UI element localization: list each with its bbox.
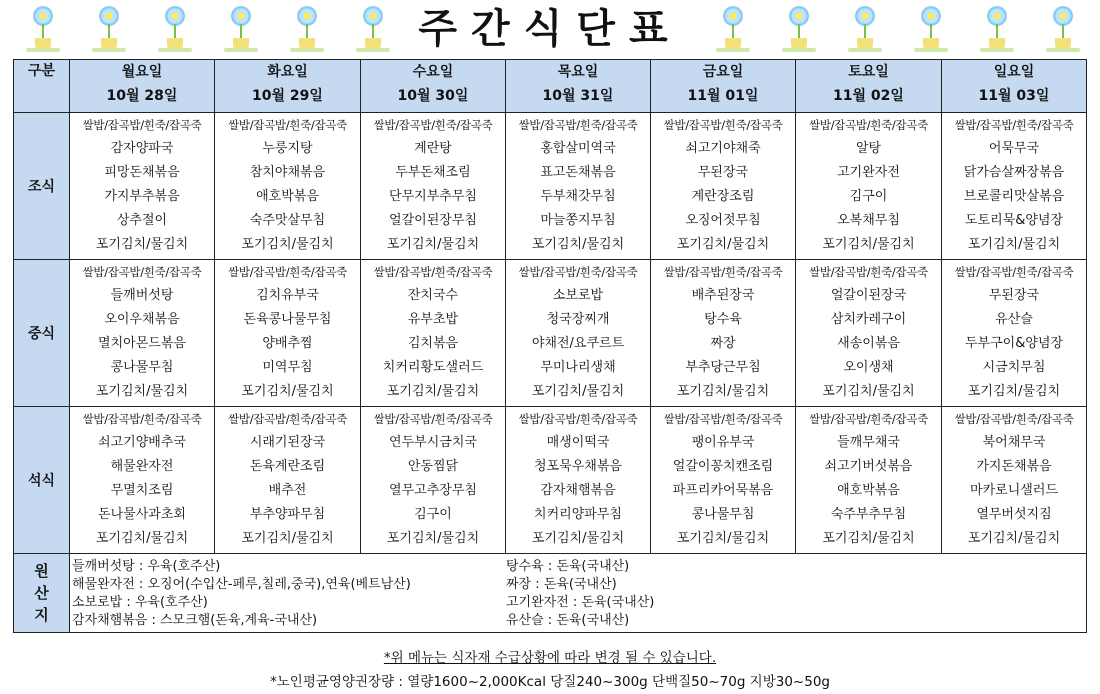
menu-item: 탕수육 xyxy=(704,312,742,327)
day-header-sun xyxy=(942,60,1087,113)
menu-item: 쌀밥/잡곡밥/흰죽/잡곡죽 xyxy=(518,118,638,132)
menu-cell-tue xyxy=(215,260,361,407)
weekly-menu-table xyxy=(13,59,1087,633)
page-title: 주간식단표 xyxy=(418,6,682,52)
menu-item: 쌀밥/잡곡밥/흰죽/잡곡죽 xyxy=(228,412,347,426)
menu-item: 유산슬 xyxy=(995,312,1033,327)
flower-pot-icon xyxy=(96,6,122,52)
day-name: 화요일 xyxy=(267,64,308,80)
menu-item: 쌀밥/잡곡밥/흰죽/잡곡죽 xyxy=(663,118,783,132)
menu-item: 애호박볶음 xyxy=(837,483,900,498)
menu-item: 계란장조림 xyxy=(691,189,755,204)
menu-item: 오이생채 xyxy=(843,360,894,375)
menu-item: 쇠고기양배추국 xyxy=(98,435,186,450)
origin-item: 유산슬 : 돈육(국내산) xyxy=(506,613,630,628)
menu-cell-sun xyxy=(942,113,1087,260)
menu-cell-sat xyxy=(796,407,942,554)
menu-item: 매생이떡국 xyxy=(546,435,610,450)
menu-item: 포기김치/물김치 xyxy=(967,384,1061,399)
menu-item: 포기김치/물김치 xyxy=(967,237,1061,252)
flower-pot-icon xyxy=(1050,6,1076,52)
page-header xyxy=(0,0,1100,58)
menu-item: 누룽지탕 xyxy=(262,141,313,156)
menu-cell-sat xyxy=(796,260,942,407)
menu-item: 쌀밥/잡곡밥/흰죽/잡곡죽 xyxy=(663,265,783,279)
menu-item: 배추전 xyxy=(268,483,307,498)
origin-item: 감자채햄볶음 : 스모크햄(돈육,계육-국내산) xyxy=(72,613,318,628)
meal-row xyxy=(14,260,1087,407)
day-date: 11월 01일 xyxy=(687,88,759,104)
menu-item: 포기김치/물김치 xyxy=(95,237,189,252)
meal-rows xyxy=(14,113,1087,554)
menu-item: 참치야채볶음 xyxy=(249,165,326,180)
flower-pot-icon xyxy=(918,6,944,52)
menu-item: 쌀밥/잡곡밥/흰죽/잡곡죽 xyxy=(518,265,638,279)
flower-pot-icon xyxy=(30,6,56,52)
menu-item: 청포묵우채볶음 xyxy=(534,459,622,474)
origin-item: 탕수육 : 돈육(국내산) xyxy=(506,559,630,574)
menu-item: 배추된장국 xyxy=(691,288,755,303)
menu-item: 단무지부추무침 xyxy=(389,189,477,204)
menu-item: 잔치국수 xyxy=(407,288,459,303)
menu-item: 들깨무채국 xyxy=(837,435,900,450)
menu-cell-tue xyxy=(215,113,361,260)
meal-row xyxy=(14,113,1087,260)
menu-item: 무멸치조림 xyxy=(110,483,174,498)
menu-item: 쌀밥/잡곡밥/흰죽/잡곡죽 xyxy=(954,265,1074,279)
meal-label: 조식 xyxy=(14,113,70,260)
menu-cell-fri xyxy=(651,113,796,260)
menu-item: 미역무침 xyxy=(262,360,313,375)
menu-item: 부추양파무침 xyxy=(249,507,326,522)
menu-item: 양배추찜 xyxy=(262,336,313,351)
menu-item: 쌀밥/잡곡밥/흰죽/잡곡죽 xyxy=(663,412,783,426)
day-name: 일요일 xyxy=(993,64,1035,80)
menu-item: 쌀밥/잡곡밥/흰죽/잡곡죽 xyxy=(228,265,347,279)
flower-pot-icon xyxy=(984,6,1010,52)
origin-info xyxy=(70,554,1087,633)
menu-item: 북어채무국 xyxy=(982,435,1046,450)
menu-item: 얼갈이된장국 xyxy=(830,288,907,303)
menu-item: 포기김치/물김치 xyxy=(676,531,770,546)
menu-item: 열무고추장무침 xyxy=(389,483,477,498)
menu-item: 포기김치/물김치 xyxy=(676,384,770,399)
meal-label: 석식 xyxy=(14,407,70,554)
menu-item: 숙주부추무침 xyxy=(830,507,907,522)
menu-item: 쌀밥/잡곡밥/흰죽/잡곡죽 xyxy=(373,265,493,279)
menu-cell-thu xyxy=(506,260,651,407)
flower-pot-icon xyxy=(228,6,254,52)
category-header: 구분 xyxy=(14,60,70,113)
menu-item: 쌀밥/잡곡밥/흰죽/잡곡죽 xyxy=(809,118,928,132)
menu-item: 쌀밥/잡곡밥/흰죽/잡곡죽 xyxy=(954,412,1074,426)
menu-item: 시래기된장국 xyxy=(249,435,326,450)
flower-pot-icon xyxy=(162,6,188,52)
day-name: 목요일 xyxy=(557,64,599,80)
menu-item: 쌀밥/잡곡밥/흰죽/잡곡죽 xyxy=(518,412,638,426)
menu-cell-wed xyxy=(361,260,506,407)
menu-item: 연두부시금치국 xyxy=(389,435,477,450)
menu-item: 포기김치/물김치 xyxy=(241,237,334,252)
origin-label xyxy=(14,554,70,633)
menu-item: 쌀밥/잡곡밥/흰죽/잡곡죽 xyxy=(373,118,493,132)
menu-item: 콩나물무침 xyxy=(110,360,174,375)
origin-item: 들깨버섯탕 : 우육(호주산) xyxy=(72,559,221,574)
origin-right-list xyxy=(506,558,654,630)
menu-item: 쇠고기버섯볶음 xyxy=(824,459,913,474)
day-date: 11월 03일 xyxy=(978,88,1050,104)
menu-item: 새송이볶음 xyxy=(837,336,900,351)
day-name: 수요일 xyxy=(412,64,454,80)
menu-item: 쌀밥/잡곡밥/흰죽/잡곡죽 xyxy=(954,118,1074,132)
menu-item: 포기김치/물김치 xyxy=(967,531,1061,546)
menu-item: 알탕 xyxy=(855,141,882,156)
menu-item: 열무버섯지짐 xyxy=(976,507,1052,522)
menu-item: 들깨버섯탕 xyxy=(110,288,174,303)
day-header-thu xyxy=(506,60,651,113)
menu-item: 돈육계란조림 xyxy=(249,459,326,474)
menu-item: 치커리양파무침 xyxy=(534,507,622,522)
day-header-sat xyxy=(796,60,942,113)
day-header-fri xyxy=(651,60,796,113)
day-name: 토요일 xyxy=(848,64,889,80)
menu-item: 가지돈채볶음 xyxy=(976,459,1052,474)
meal-row xyxy=(14,407,1087,554)
menu-item: 두부돈채조림 xyxy=(395,165,471,180)
menu-item: 도토리묵&양념장 xyxy=(964,213,1064,228)
menu-item: 포기김치/물김치 xyxy=(95,531,189,546)
menu-item: 포기김치/물김치 xyxy=(95,384,189,399)
menu-cell-thu xyxy=(506,407,651,554)
menu-item: 포기김치/물김치 xyxy=(676,237,770,252)
menu-item: 무된장국 xyxy=(697,165,749,180)
flower-pot-icon xyxy=(720,6,746,52)
origin-item: 소보로밥 : 우육(호주산) xyxy=(72,595,208,610)
menu-item: 무미나리생채 xyxy=(540,360,616,375)
menu-item: 돈육콩나물무침 xyxy=(243,312,332,327)
day-date: 10월 30일 xyxy=(397,88,469,104)
menu-item: 안동찜닭 xyxy=(407,459,459,474)
menu-item: 삼치카레구이 xyxy=(830,312,907,327)
menu-cell-mon xyxy=(70,407,215,554)
flower-pot-icon xyxy=(294,6,320,52)
flower-pot-icon xyxy=(786,6,812,52)
menu-item: 돈나물사과초회 xyxy=(98,507,186,522)
meal-label: 중식 xyxy=(14,260,70,407)
day-date: 10월 28일 xyxy=(106,88,178,104)
flower-pot-icon xyxy=(852,6,878,52)
menu-item: 포기김치/물김치 xyxy=(386,237,480,252)
menu-item: 포기김치/물김치 xyxy=(386,384,480,399)
menu-item: 쌀밥/잡곡밥/흰죽/잡곡죽 xyxy=(82,265,202,279)
menu-item: 마카로니샐러드 xyxy=(970,483,1058,498)
menu-item: 무된장국 xyxy=(988,288,1040,303)
menu-item: 쌀밥/잡곡밥/흰죽/잡곡죽 xyxy=(82,118,202,132)
menu-item: 짜장 xyxy=(710,336,736,351)
menu-item: 어묵무국 xyxy=(988,141,1040,156)
menu-item: 포기김치/물김치 xyxy=(241,384,334,399)
menu-item: 쌀밥/잡곡밥/흰죽/잡곡죽 xyxy=(228,118,347,132)
day-header-tue xyxy=(215,60,361,113)
nutrition-notice: *노인평균영양권장량 : 열량1600~2,000Kcal 당질240~300g 단백질50~70g 지방30~50g xyxy=(270,674,830,690)
menu-item: 김구이 xyxy=(414,507,452,522)
menu-item: 포기김치/물김치 xyxy=(241,531,334,546)
day-name: 금요일 xyxy=(702,64,744,80)
menu-item: 쌀밥/잡곡밥/흰죽/잡곡죽 xyxy=(373,412,493,426)
menu-item: 김치볶음 xyxy=(407,336,459,351)
menu-item: 얼갈이된장무침 xyxy=(389,213,477,228)
menu-item: 야채전/요쿠르트 xyxy=(531,336,625,351)
menu-item: 팽이유부국 xyxy=(691,435,755,450)
menu-item: 계란탕 xyxy=(414,141,452,156)
menu-item: 포기김치/물김치 xyxy=(531,531,625,546)
change-notice-text: *위 메뉴는 식자재 수급상황에 따라 변경 될 수 있습니다. xyxy=(383,650,717,666)
origin-item: 고기완자전 : 돈육(국내산) xyxy=(506,595,655,610)
menu-item: 치커리황도샐러드 xyxy=(382,360,484,375)
day-header-mon xyxy=(70,60,215,113)
menu-cell-sat xyxy=(796,113,942,260)
origin-item: 해물완자전 : 오징어(수입산-페루,칠레,중국),연육(베트남산) xyxy=(72,577,411,592)
menu-item: 쇠고기야채죽 xyxy=(685,141,761,156)
origin-item: 짜장 : 돈육(국내산) xyxy=(506,577,617,592)
menu-cell-mon xyxy=(70,260,215,407)
day-date: 10월 31일 xyxy=(542,88,614,104)
day-date: 11월 02일 xyxy=(833,88,904,104)
menu-cell-sun xyxy=(942,260,1087,407)
menu-item: 얼갈이꽁치캔조림 xyxy=(672,459,774,474)
menu-cell-tue xyxy=(215,407,361,554)
menu-item: 부추당근무침 xyxy=(685,360,761,375)
origin-label-char: 원산지 xyxy=(34,562,49,624)
menu-item: 포기김치/물김치 xyxy=(822,531,915,546)
menu-item: 가지부추볶음 xyxy=(104,189,180,204)
change-notice xyxy=(0,646,1100,666)
menu-item: 포기김치/물김치 xyxy=(386,531,480,546)
menu-item: 시금치무침 xyxy=(982,360,1046,375)
menu-item: 애호박볶음 xyxy=(256,189,319,204)
menu-item: 두부채갓무침 xyxy=(540,189,616,204)
menu-item: 포기김치/물김치 xyxy=(531,237,625,252)
menu-cell-mon xyxy=(70,113,215,260)
menu-cell-wed xyxy=(361,113,506,260)
menu-item: 감자양파국 xyxy=(110,141,174,156)
menu-item: 해물완자전 xyxy=(110,459,174,474)
menu-item: 쌀밥/잡곡밥/흰죽/잡곡죽 xyxy=(809,412,928,426)
day-name: 월요일 xyxy=(121,64,163,80)
menu-item: 파프리카어묵볶음 xyxy=(672,483,774,498)
menu-item: 피망돈채볶음 xyxy=(104,165,180,180)
menu-cell-fri xyxy=(651,260,796,407)
menu-item: 감자채햄볶음 xyxy=(540,483,616,498)
menu-item: 두부구이&양념장 xyxy=(964,336,1064,351)
menu-item: 쌀밥/잡곡밥/흰죽/잡곡죽 xyxy=(809,265,928,279)
menu-item: 홍합살미역국 xyxy=(540,141,616,156)
menu-item: 김치유부국 xyxy=(256,288,319,303)
menu-item: 오복채무침 xyxy=(837,213,900,228)
menu-item: 고기완자전 xyxy=(837,165,900,180)
menu-item: 상추절이 xyxy=(116,213,168,228)
menu-item: 마늘쫑지무침 xyxy=(540,213,616,228)
day-date: 10월 29일 xyxy=(252,88,323,104)
menu-item: 브로콜리맛살볶음 xyxy=(963,189,1065,204)
menu-item: 콩나물무침 xyxy=(691,507,755,522)
menu-cell-fri xyxy=(651,407,796,554)
menu-item: 쌀밥/잡곡밥/흰죽/잡곡죽 xyxy=(82,412,202,426)
menu-item: 소보로밥 xyxy=(552,288,604,303)
day-header-wed xyxy=(361,60,506,113)
menu-item: 청국장찌개 xyxy=(546,312,610,327)
menu-item: 포기김치/물김치 xyxy=(531,384,625,399)
menu-item: 표고돈채볶음 xyxy=(540,165,616,180)
menu-cell-sun xyxy=(942,407,1087,554)
menu-item: 유부초밥 xyxy=(407,312,459,327)
menu-item: 포기김치/물김치 xyxy=(822,237,915,252)
origin-left-list xyxy=(72,558,411,630)
menu-cell-wed xyxy=(361,407,506,554)
day-header-row xyxy=(14,60,1087,113)
menu-item: 닭가슴살짜장볶음 xyxy=(963,165,1065,180)
menu-item: 오이우채볶음 xyxy=(104,312,180,327)
menu-item: 오징어젓무침 xyxy=(685,213,761,228)
menu-item: 숙주맛살무침 xyxy=(249,213,326,228)
menu-item: 김구이 xyxy=(849,189,888,204)
menu-item: 포기김치/물김치 xyxy=(822,384,915,399)
menu-item: 멸치아몬드볶음 xyxy=(98,336,186,351)
origin-row xyxy=(14,554,1087,633)
menu-cell-thu xyxy=(506,113,651,260)
